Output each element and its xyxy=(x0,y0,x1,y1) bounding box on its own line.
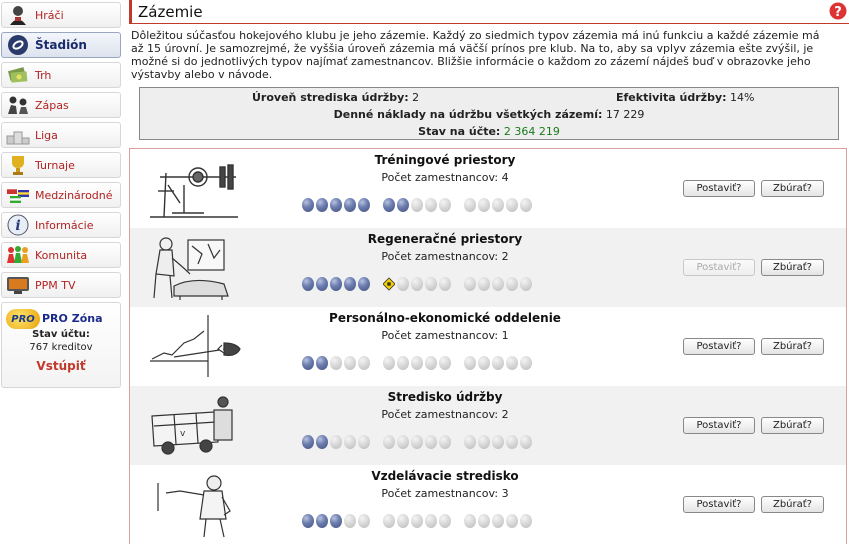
level-dot-filled xyxy=(330,198,342,212)
level-dot-filled xyxy=(316,277,328,291)
account-balance-label: Stav na účte: xyxy=(418,125,501,138)
maintenance-efficiency-label: Efektivita údržby: xyxy=(616,91,727,104)
daily-maintenance-cost xyxy=(140,108,838,121)
level-dot-filled xyxy=(302,514,314,528)
staff-count: 2 xyxy=(501,250,509,263)
money-icon xyxy=(5,64,31,86)
level-dot-filled xyxy=(344,277,356,291)
level-dot-empty xyxy=(492,198,504,212)
facility-row xyxy=(130,307,846,386)
sidebar xyxy=(0,0,121,388)
sidebar-item-label: Zápas xyxy=(35,98,69,112)
facility-level-indicator xyxy=(302,356,534,370)
level-dot-filled xyxy=(330,514,342,528)
sidebar-item-label: Hráči xyxy=(35,8,64,22)
daily-cost-value: 17 229 xyxy=(605,108,645,121)
level-dot-empty xyxy=(478,356,490,370)
level-dot-empty xyxy=(358,435,370,449)
level-dot-empty xyxy=(520,277,532,291)
level-dot-filled xyxy=(330,277,342,291)
level-dot-filled xyxy=(316,198,328,212)
level-dot-empty xyxy=(506,514,518,528)
level-dot-filled xyxy=(358,198,370,212)
sidebar-item-label: Liga xyxy=(35,128,58,142)
sidebar-item-hraci[interactable] xyxy=(1,2,121,28)
facility-list xyxy=(129,148,847,544)
demolish-button[interactable]: Zbúrať? xyxy=(761,338,824,355)
sidebar-item-komunita[interactable] xyxy=(1,242,121,268)
level-dot-empty xyxy=(464,198,476,212)
level-dot-empty xyxy=(344,356,356,370)
sidebar-item-label: PPM TV xyxy=(35,278,76,292)
chart-pointer-illustration xyxy=(144,313,244,381)
demolish-button[interactable]: Zbúrať? xyxy=(761,417,824,434)
level-dot-empty xyxy=(478,435,490,449)
demolish-button[interactable]: Zbúrať? xyxy=(761,180,824,197)
maintenance-level-label: Úroveň strediska údržby: xyxy=(252,91,409,104)
level-dot-empty xyxy=(383,435,395,449)
level-dot-empty xyxy=(344,514,356,528)
build-button[interactable]: Postaviť? xyxy=(683,180,755,197)
main-content xyxy=(129,0,849,140)
facility-staff xyxy=(295,408,595,421)
teacher-illustration xyxy=(144,471,244,539)
sidebar-item-medzinarodne[interactable] xyxy=(1,182,121,208)
sidebar-item-ppm-tv[interactable] xyxy=(1,272,121,298)
staff-label: Počet zamestnancov: xyxy=(381,329,499,342)
facility-name: Tréningové priestory xyxy=(374,153,516,167)
level-dot-empty xyxy=(383,356,395,370)
demolish-button[interactable]: Zbúrať? xyxy=(761,259,824,276)
pro-zone-title: PRO Zóna xyxy=(42,312,103,325)
trophy-icon xyxy=(5,154,31,176)
level-dot-filled xyxy=(344,198,356,212)
build-button[interactable]: Postaviť? xyxy=(683,338,755,355)
level-dot-empty xyxy=(464,514,476,528)
sidebar-item-label: Medzinárodné xyxy=(35,188,113,202)
level-dot-empty xyxy=(383,514,395,528)
pro-enter-link[interactable]: Vstúpiť xyxy=(36,359,86,373)
level-dot-empty xyxy=(330,356,342,370)
level-dot-empty xyxy=(358,356,370,370)
facility-name: Vzdelávacie stredisko xyxy=(371,469,519,483)
svg-text:v: v xyxy=(180,429,186,439)
maintenance-level xyxy=(252,91,419,104)
level-dot-filled xyxy=(316,514,328,528)
level-dot-empty xyxy=(520,435,532,449)
level-dot-filled xyxy=(397,198,409,212)
build-button[interactable]: Postaviť? xyxy=(683,496,755,513)
tv-icon xyxy=(5,274,31,296)
facility-name: Stredisko údržby xyxy=(387,390,503,404)
level-dot-empty xyxy=(506,198,518,212)
facility-row xyxy=(130,149,846,228)
level-dot-empty xyxy=(397,356,409,370)
sidebar-item-label: Trh xyxy=(35,68,52,82)
level-dot-empty xyxy=(411,277,423,291)
level-dot-empty xyxy=(506,277,518,291)
maintenance-stats xyxy=(139,87,839,140)
sidebar-item-stadion[interactable] xyxy=(1,32,121,58)
facility-staff xyxy=(295,250,595,263)
level-dot-empty xyxy=(397,435,409,449)
level-dot-empty xyxy=(439,198,451,212)
level-dot-empty xyxy=(411,435,423,449)
maintenance-efficiency xyxy=(616,91,755,104)
staff-label: Počet zamestnancov: xyxy=(381,408,499,421)
sidebar-item-informacie[interactable] xyxy=(1,212,121,238)
sidebar-item-turnaje[interactable] xyxy=(1,152,121,178)
community-icon xyxy=(5,244,31,266)
level-dot-empty xyxy=(425,198,437,212)
sidebar-item-liga[interactable] xyxy=(1,122,121,148)
level-dot-empty xyxy=(492,356,504,370)
level-dot-filled xyxy=(358,277,370,291)
svg-text:?: ? xyxy=(834,5,842,20)
pro-balance-label: Stav účtu: xyxy=(32,329,90,340)
under-construction-icon xyxy=(383,277,395,291)
player-icon xyxy=(5,4,31,26)
level-dot-empty xyxy=(439,277,451,291)
facility-row xyxy=(130,386,846,465)
gym-machine-illustration xyxy=(144,155,244,223)
sidebar-item-label: Turnaje xyxy=(35,158,75,172)
match-icon xyxy=(5,94,31,116)
build-button[interactable]: Postaviť? xyxy=(683,417,755,434)
level-dot-filled xyxy=(383,198,395,212)
sidebar-item-label: Komunita xyxy=(35,248,88,262)
level-dot-empty xyxy=(492,435,504,449)
level-dot-empty xyxy=(439,356,451,370)
staff-count: 4 xyxy=(501,171,509,184)
maintenance-efficiency-value: 14% xyxy=(730,91,755,104)
staff-count: 3 xyxy=(501,487,509,500)
level-dot-filled xyxy=(316,435,328,449)
level-dot-empty xyxy=(478,198,490,212)
level-dot-empty xyxy=(506,435,518,449)
demolish-button[interactable]: Zbúrať? xyxy=(761,496,824,513)
pro-logo: PRO xyxy=(6,309,40,329)
level-dot-empty xyxy=(520,514,532,528)
level-dot-filled xyxy=(316,356,328,370)
level-dot-empty xyxy=(397,277,409,291)
pro-zone-box xyxy=(1,302,121,388)
staff-label: Počet zamestnancov: xyxy=(381,487,499,500)
level-dot-empty xyxy=(330,435,342,449)
level-dot-empty xyxy=(478,277,490,291)
daily-cost-label: Denné náklady na údržbu všetkých zázemí: xyxy=(333,108,603,121)
ice-resurfacer-illustration xyxy=(144,392,244,460)
level-dot-empty xyxy=(358,514,370,528)
level-dot-empty xyxy=(492,277,504,291)
level-dot-empty xyxy=(439,514,451,528)
flags-icon xyxy=(5,184,31,206)
facility-staff xyxy=(295,487,595,500)
sidebar-item-label: Informácie xyxy=(35,218,94,232)
level-dot-empty xyxy=(425,514,437,528)
level-dot-empty xyxy=(425,356,437,370)
page-title: Zázemie xyxy=(138,3,203,21)
level-dot-empty xyxy=(411,198,423,212)
info-icon xyxy=(5,214,31,236)
facility-name: Personálno-ekonomické oddelenie xyxy=(329,311,561,325)
facility-row xyxy=(130,228,846,307)
level-dot-empty xyxy=(520,356,532,370)
help-icon[interactable] xyxy=(829,1,847,21)
level-dot-filled xyxy=(302,435,314,449)
facility-staff xyxy=(295,329,595,342)
staff-label: Počet zamestnancov: xyxy=(381,171,499,184)
facility-level-indicator xyxy=(302,198,534,212)
level-dot-empty xyxy=(411,514,423,528)
level-dot-empty xyxy=(478,514,490,528)
level-dot-empty xyxy=(520,198,532,212)
facility-name: Regeneračné priestory xyxy=(367,232,523,246)
maintenance-level-value: 2 xyxy=(412,91,420,104)
facility-level-indicator xyxy=(302,277,534,291)
level-dot-empty xyxy=(464,277,476,291)
build-button[interactable]: Postaviť? xyxy=(683,259,755,276)
level-dot-empty xyxy=(344,435,356,449)
facility-level-indicator xyxy=(302,514,534,528)
level-dot-empty xyxy=(439,435,451,449)
level-dot-filled xyxy=(302,277,314,291)
physio-massage-illustration xyxy=(144,234,244,302)
level-dot-filled xyxy=(302,198,314,212)
sidebar-item-zapas[interactable] xyxy=(1,92,121,118)
level-dot-empty xyxy=(506,356,518,370)
level-dot-empty xyxy=(464,356,476,370)
account-balance xyxy=(140,125,838,138)
facility-staff xyxy=(295,171,595,184)
facility-level-indicator xyxy=(302,435,534,449)
page-header xyxy=(129,0,849,24)
podium-icon xyxy=(5,124,31,146)
staff-count: 2 xyxy=(501,408,509,421)
level-dot-empty xyxy=(425,277,437,291)
level-dot-filled xyxy=(302,356,314,370)
stadium-puck-icon xyxy=(5,34,31,56)
level-dot-empty xyxy=(464,435,476,449)
level-dot-empty xyxy=(492,514,504,528)
level-dot-empty xyxy=(425,435,437,449)
intro-text: Dôležitou súčasťou hokejového klubu je jeho zázemie. Každý zo siedmich typov zázemia má inú funkciu a každé zázemie má až 15 úrovní. Je samozrejmé, že vyššia úroveň zázemia má väčší prínos pre klub. Na to, aby sa vplyv zázemia ešte zvýšil, je možné si do jednotlivých typov najímať zamestnancov. Bližšie informácie o každom zo zázemí nájdeš buď v obrazovke jeho výstavby alebo v návode. xyxy=(131,29,820,81)
staff-label: Počet zamestnancov: xyxy=(381,250,499,263)
sidebar-item-label: Štadión xyxy=(35,38,87,52)
sidebar-item-trh[interactable] xyxy=(1,62,121,88)
staff-count: 1 xyxy=(501,329,509,342)
facility-row xyxy=(130,465,846,544)
svg-text:i: i xyxy=(15,218,21,234)
level-dot-empty xyxy=(411,356,423,370)
level-dot-empty xyxy=(397,514,409,528)
account-balance-value: 2 364 219 xyxy=(503,125,560,138)
pro-balance-value: 767 kreditov xyxy=(29,342,93,353)
